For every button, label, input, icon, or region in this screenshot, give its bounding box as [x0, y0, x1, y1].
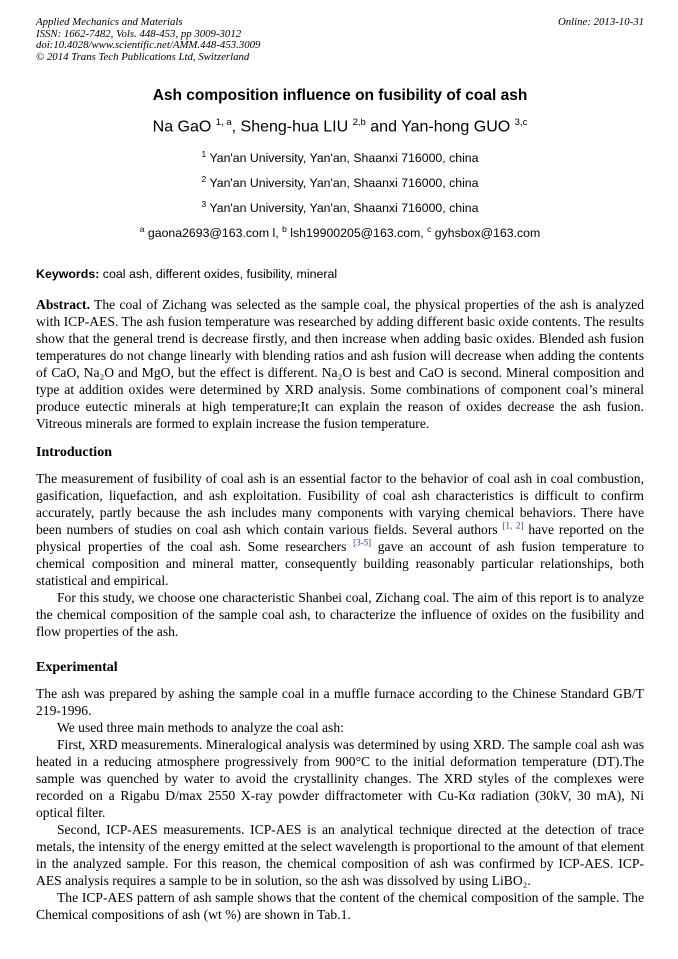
citation-reference-1-2: [1, 2] — [502, 520, 524, 531]
doi-line: doi:10.4028/www.scientific.net/AMM.448-453.3009 — [36, 39, 261, 52]
keywords-line — [36, 267, 644, 281]
abstract-paragraph — [36, 296, 644, 432]
author-name-1: Na GaO — [152, 118, 216, 136]
introduction-section — [36, 470, 644, 640]
affiliation-2-text: Yan'an University, Yan'an, Shaanxi 716000, china — [206, 175, 479, 190]
publication-info — [36, 17, 260, 63]
author-superscript-2: 2,b — [352, 117, 366, 129]
author-emails-line — [36, 224, 644, 240]
affiliation-3 — [36, 199, 644, 215]
journal-title: Applied Mechanics and Materials — [36, 16, 183, 28]
publication-header — [36, 17, 644, 63]
section-heading-introduction: Introduction — [36, 445, 112, 461]
affiliation-1 — [36, 149, 644, 165]
paper-title: Ash composition influence on fusibility of coal ash — [152, 87, 528, 105]
author-name-2: , Sheng-hua LIU — [231, 118, 353, 136]
email-superscript-a: a — [139, 223, 145, 234]
email-superscript-b: b — [282, 223, 287, 234]
introduction-paragraph-2: For this study, we choose one characteristic Shanbei coal, Zichang coal. The aim of this report is to analyze the chemical composition of the sample coal ash, to characterize the influence of oxides on the fusibility and flow properties of the ash. — [36, 590, 644, 640]
experimental-paragraph-1: The ash was prepared by ashing the sample coal in a muffle furnace according to the Chinese Standard GB/T 219-1996. — [36, 686, 644, 719]
citation-reference-3-5: [3-5] — [353, 537, 372, 548]
issn-line: ISSN: 1662-7482, Vols. 448-453, pp 3009-3012 — [36, 27, 242, 40]
experimental-paragraph-2: We used three main methods to analyze the coal ash: — [57, 720, 344, 736]
introduction-p1-text-3: gave an account of ash fusion temperature to chemical composition and mineral matter, consequently building reasonably particular relationships, both statistical and empirical. — [36, 539, 645, 589]
author-name-3: and Yan-hong GUO — [365, 118, 515, 136]
author-superscript-1: 1, a — [215, 117, 232, 129]
abstract-text: The coal of Zichang was selected as the sample coal, the physical properties of the ash is analyzed with ICP-AES. The ash fusion temperature was researched by adding different basic oxide contents. The results show that the general trend is decrease firstly, and then increase when adding basic oxides. Blended ash fusion temperatures do not change linearly with blending ratios and ash fusion will decrease when adding the contents of CaO, Na₂O and MgO, but the effect is different. Na₂O is best and CaO is second. Mineral composition and type at addition oxides were determined by XRD analysis. Some combinations of component coal’s mineral produce eutectic minerals at high temperature;It can explain the reason of oxides decrease the ash fusion. Vitreous minerals are formed to explain increase the fusion temperature. — [36, 297, 644, 432]
affiliation-3-text: Yan'an University, Yan'an, Shaanxi 716000, china — [206, 200, 479, 215]
authors-line — [36, 117, 644, 136]
experimental-paragraph-5: The ICP-AES pattern of ash sample shows that the content of the chemical composition of the sample. The Chemical compositions of ash (wt %) are shown in Tab.1. — [36, 890, 644, 923]
introduction-p1-text-1: The measurement of fusibility of coal ash is an essential factor to the behavior of coal ash in coal combustion, gasification, liquefaction, and ash exploitation. Fusibility of coal ash characteristics is difficult to confirm accurately, partly because the ash includes many components with varying chemical behaviors. There have been numbers of studies on coal ash which contain various fields. Several authors — [36, 471, 644, 538]
author-superscript-3: 3,c — [514, 117, 528, 129]
section-heading-experimental: Experimental — [36, 660, 118, 676]
keywords-label: Keywords: — [36, 267, 100, 282]
introduction-p1-text-2: have reported on the physical properties of the coal ash. Some researchers — [36, 522, 644, 555]
experimental-section — [36, 685, 644, 923]
affiliation-1-superscript: 1 — [201, 148, 207, 159]
affiliations-block — [36, 149, 644, 240]
affiliation-2-superscript: 2 — [201, 173, 207, 184]
abstract-label: Abstract. — [36, 297, 90, 313]
keywords-text: coal ash, different oxides, fusibility, mineral — [99, 267, 338, 282]
online-date: Online: 2013-10-31 — [557, 16, 644, 28]
experimental-paragraph-4: Second, ICP-AES measurements. ICP-AES is an analytical technique directed at the detection of trace metals, the intensity of the energy emitted at the select wavelength is proportional to the amount of that element in the analyzed sample. For this reason, the chemical composition of ash was confirmed by ICP-AES. ICP-AES analysis requires a sample to be in solution, so the ash was dissolved by using LiBO₂. — [36, 822, 644, 889]
experimental-paragraph-3: First, XRD measurements. Mineralogical analysis was determined by using XRD. The sample coal ash was heated in a reducing atmosphere progressively from 900°C to the initial deformation temperature (DT).The sample was quenched by water to avoid the crystallinity changes. The XRD styles of the complexes were recorded on a Rigabu D/max 2550 X-ray powder diffractometer with Cu-Kα radiation (30kV, 30 mA), Ni optical filter. — [36, 737, 644, 821]
email-address-3: gyhsbox@163.com — [431, 226, 541, 241]
email-address-1: gaona2693@163.com l, — [144, 226, 283, 241]
affiliation-3-superscript: 3 — [201, 198, 207, 209]
email-superscript-c: c — [427, 223, 432, 234]
affiliation-2 — [36, 174, 644, 190]
email-address-2: lsh19900205@163.com, — [286, 226, 428, 241]
copyright-line: © 2014 Trans Tech Publications Ltd, Switzerland — [36, 50, 250, 63]
introduction-paragraph-1 — [36, 470, 644, 589]
affiliation-1-text: Yan'an University, Yan'an, Shaanxi 716000, china — [206, 150, 479, 165]
